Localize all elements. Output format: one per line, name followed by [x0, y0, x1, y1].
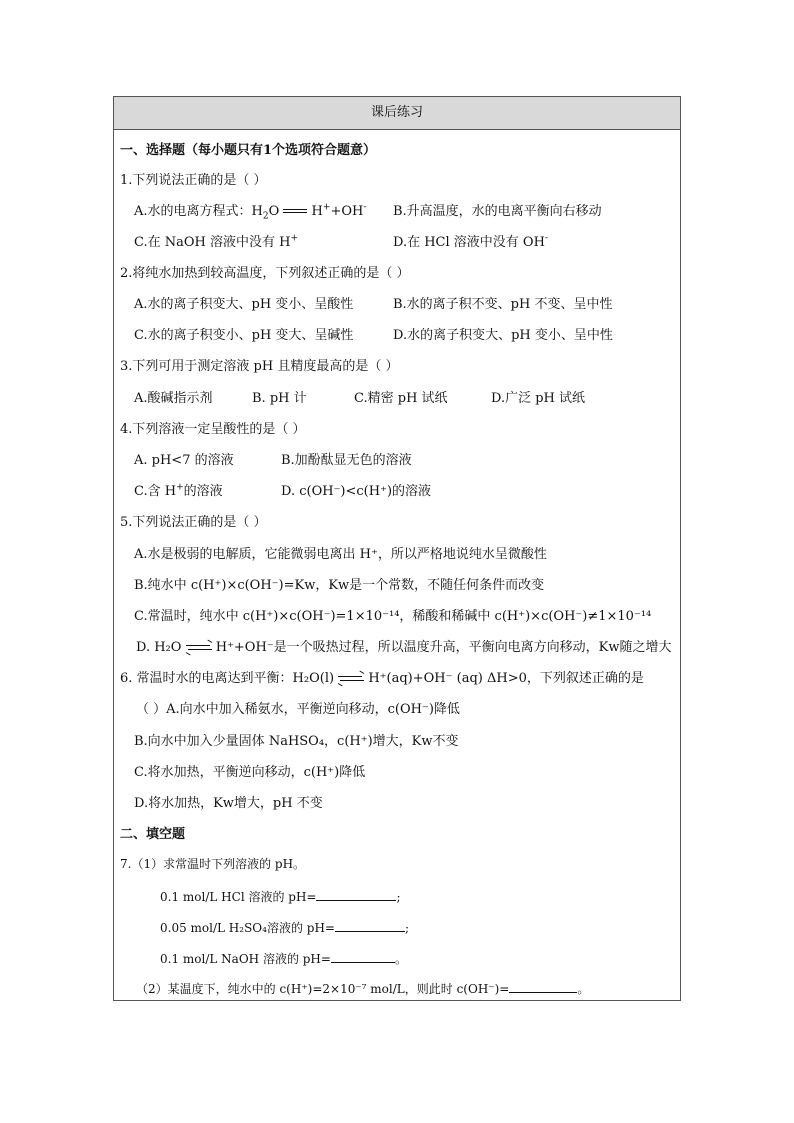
section-choice-title: 一、选择题（每小题只有1个选项符合题意）	[120, 143, 377, 158]
question-7-line-3: 0.1 mol/L NaOH 溶液的 pH= 。	[160, 949, 680, 967]
question-1-option-b: B.升高温度，水的电离平衡向右移动	[393, 204, 602, 219]
question-4-option-a: A. pH<7 的溶液	[134, 453, 234, 468]
answer-blank[interactable]	[316, 887, 396, 901]
question-6-option-c: C.将水加热，平衡逆向移动，c(H⁺)降低	[134, 765, 366, 780]
question-5-option-a: A.水是极弱的电解质，它能微弱电离出 H⁺，所以严格地说纯水呈微酸性	[134, 547, 547, 562]
question-5-option-d: D. H₂O H⁺+OH⁻是一个吸热过程，所以温度升高，平衡向电离方向移动，Kw随之增大	[136, 640, 672, 655]
question-3-option-a: A.酸碱指示剂	[134, 391, 213, 406]
section-fill-title: 二、填空题	[120, 827, 186, 842]
question-6-stem: 6. 常温时水的电离达到平衡：H₂O(l) H⁺(aq)+OH⁻ (aq) ΔH>0，下列叙述正确的是	[120, 671, 644, 686]
question-5-option-c: C.常温时，纯水中 c(H⁺)×c(OH⁻)=1×10⁻¹⁴，稀酸和稀碱中 c(H⁺)×c(OH⁻)≠1×10⁻¹⁴	[134, 609, 652, 624]
question-3-option-c: C.精密 pH 试纸	[354, 391, 448, 406]
question-6-option-a: （ ）A.向水中加入稀氨水，平衡逆向移动，c(OH⁻)降低	[136, 702, 460, 717]
reversible-arrow-icon	[338, 675, 364, 683]
question-2-option-b: B.水的离子积不变、pH 不变、呈中性	[393, 297, 613, 312]
question-4-option-c: C.含 H+的溶液	[134, 482, 223, 499]
question-1-option-c: C.在 NaOH 溶液中没有 H+	[134, 233, 299, 250]
answer-blank[interactable]	[509, 979, 577, 993]
question-2-option-a: A.水的离子积变大、pH 变小、呈酸性	[134, 297, 354, 312]
question-2-option-d: D.水的离子积变大、pH 变小、呈中性	[393, 328, 613, 343]
question-1-option-a: A.水的电离方程式：$H_2O$ H++OH-	[134, 202, 367, 222]
question-5-option-b: B.纯水中 c(H⁺)×c(OH⁻)=Kw，Kw是一个常数，不随任何条件而改变	[134, 578, 545, 593]
question-5-stem: 5.下列说法正确的是（ ）	[120, 515, 267, 530]
question-1-option-d: D.在 HCl 溶液中没有 OH-	[393, 233, 548, 250]
question-3-option-d: D.广泛 pH 试纸	[491, 391, 586, 406]
sheet-header: 课后练习	[114, 97, 680, 130]
reversible-arrow-icon	[186, 644, 212, 652]
question-6-option-b: B.向水中加入少量固体 NaHSO₄，c(H⁺)增大，Kw不变	[134, 734, 459, 749]
question-7-line-2: 0.05 mol/L H₂SO₄溶液的 pH= ;	[160, 918, 680, 936]
question-7-line-1: 0.1 mol/L HCl 溶液的 pH= ;	[160, 887, 680, 905]
equals-arrow-icon	[283, 208, 307, 216]
question-7-stem: 7.（1）求常温时下列溶液的 pH。	[120, 857, 306, 871]
answer-blank[interactable]	[335, 918, 405, 932]
question-4-option-b: B.加酚酞显无色的溶液	[281, 453, 412, 468]
question-1-stem: 1.下列说法正确的是（ ）	[120, 173, 267, 188]
question-2-option-c: C.水的离子积变小、pH 变大、呈碱性	[134, 328, 354, 343]
question-7-part-2: （2）某温度下，纯水中的 c(H⁺)=2×10⁻⁷ mol/L，则此时 c(OH⁻)= 。	[136, 979, 680, 997]
question-4-option-d: D. c(OH⁻)<c(H⁺)的溶液	[281, 484, 432, 499]
question-6-option-d: D.将水加热，Kw增大，pH 不变	[134, 796, 323, 811]
question-2-stem: 2.将纯水加热到较高温度，下列叙述正确的是（ ）	[120, 266, 410, 281]
answer-blank[interactable]	[331, 949, 395, 963]
exercise-sheet	[113, 96, 681, 1001]
question-4-stem: 4.下列溶液一定呈酸性的是（ ）	[120, 422, 306, 437]
question-3-option-b: B. pH 计	[252, 391, 307, 406]
question-3-stem: 3.下列可用于测定溶液 pH 且精度最高的是（ ）	[120, 359, 399, 374]
